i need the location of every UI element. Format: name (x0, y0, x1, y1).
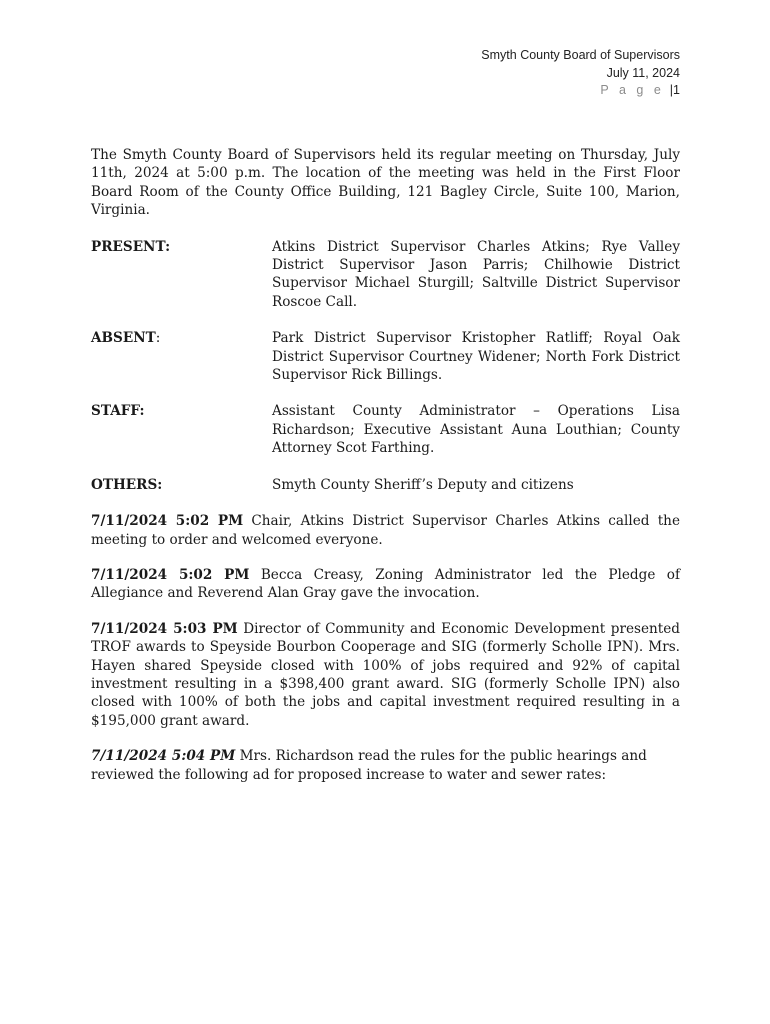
header-org: Smyth County Board of Supervisors (481, 48, 680, 62)
minutes-entry-public-hearing-rules (91, 747, 680, 784)
entry-timestamp: 7/11/2024 5:02 PM (91, 513, 244, 530)
minutes-body (91, 146, 680, 801)
roster-label-present: PRESENT: (91, 238, 171, 255)
entry-timestamp: 7/11/2024 5:04 PM (91, 748, 236, 765)
roster-others (91, 476, 680, 494)
header-page-number-line (481, 82, 680, 100)
entry-timestamp: 7/11/2024 5:02 PM (91, 566, 250, 583)
minutes-entry-trof-awards (91, 620, 680, 730)
roster-label-staff: STAFF: (91, 403, 145, 420)
entry-text: Mrs. Richardson read the rules for the public hearings and reviewed the following ad for proposed increase to water and sewer rates: (91, 748, 647, 783)
page-separator: | (669, 83, 674, 97)
roster-absent (91, 329, 680, 384)
roster-value-staff: Assistant County Administrator – Operations Lisa Richardson; Executive Assistant Auna Louthian; County Attorney Scot Farthing. (272, 403, 680, 457)
running-header (481, 47, 680, 100)
entry-text: Director of Community and Economic Development presented TROF awards to Speyside Bourbon Cooperage and SIG (formerly Scholle IPN). Mrs. Hayen shared Speyside closed with 100% of jobs required and 92% of capital investment resulting in a $398,400 grant award. SIG (formerly Scholle IPN) also closed with 100% of both the jobs and capital investment required resulting in a $195,000 grant award. (91, 620, 680, 729)
minutes-entry-call-to-order (91, 512, 680, 549)
roster-label-others: OTHERS: (91, 476, 163, 493)
roster-label-absent-colon: : (155, 330, 161, 347)
roster-value-absent: Park District Supervisor Kristopher Ratliff; Royal Oak District Supervisor Courtney Widener; North Fork District Supervisor Rick Billings. (272, 330, 680, 384)
roster-value-others: Smyth County Sheriff’s Deputy and citizens (272, 476, 574, 493)
header-date: July 11, 2024 (606, 65, 680, 80)
roster-present (91, 238, 680, 312)
intro-paragraph: The Smyth County Board of Supervisors held its regular meeting on Thursday, July 11th, 2024 at 5:00 p.m. The location of the meeting was held in the First Floor Board Room of the County Office Building, 121 Bagley Circle, Suite 100, Marion, Virginia. (91, 147, 680, 219)
roster-value-present: Atkins District Supervisor Charles Atkins; Rye Valley District Supervisor Jason Parris; Chilhowie District Supervisor Michael Sturgill; Saltville District Supervisor Roscoe Call. (272, 238, 680, 310)
entry-text: Becca Creasy, Zoning Administrator led the Pledge of Allegiance and Reverend Alan Gray gave the invocation. (91, 566, 680, 602)
minutes-entry-pledge (91, 566, 680, 603)
page-label: P a g e (600, 83, 665, 97)
roster-label-absent: ABSENT (91, 330, 156, 347)
entry-text: Chair, Atkins District Supervisor Charles Atkins called the meeting to order and welcomed everyone. (91, 513, 680, 548)
roster-staff (91, 402, 680, 457)
entry-timestamp: 7/11/2024 5:03 PM (91, 620, 238, 637)
roster-label-absent-wrap (91, 329, 272, 384)
page-number: 1 (673, 83, 680, 97)
